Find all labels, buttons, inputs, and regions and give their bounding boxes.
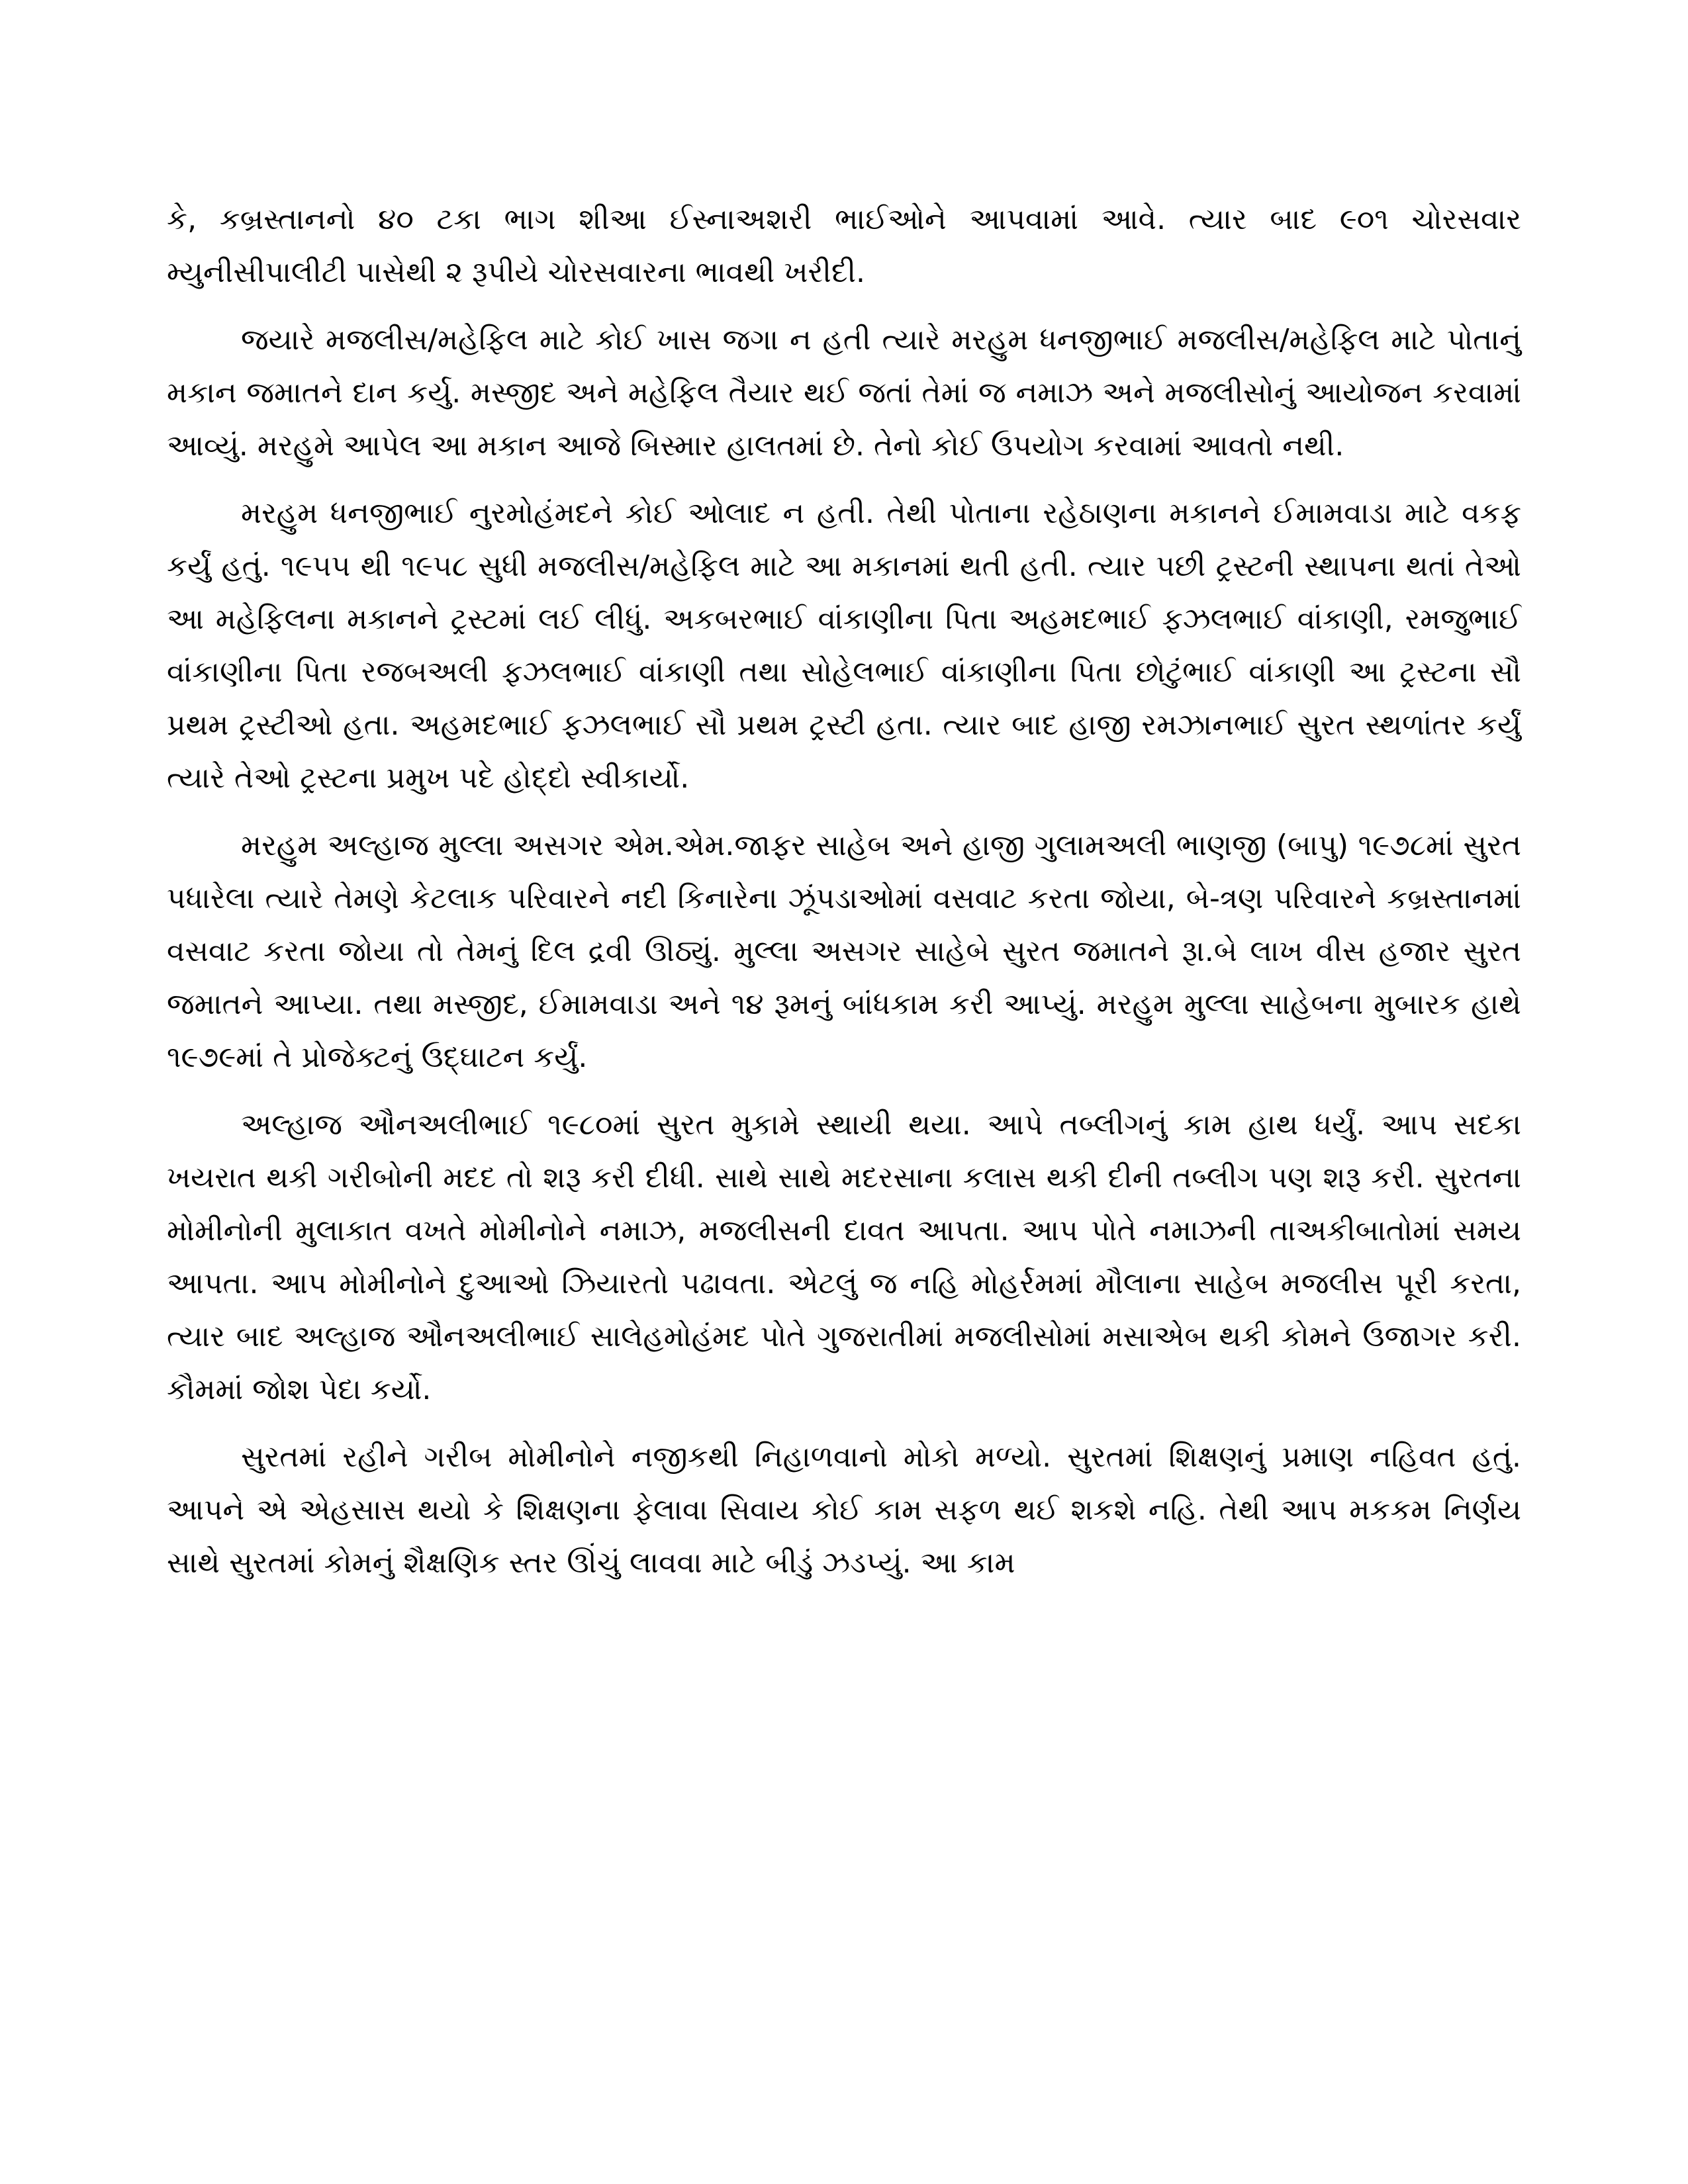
paragraph-6: સુરતમાં રહીને ગરીબ મોમીનોને નજીકથી નિહાળવાનો મોકો મળ્યો. સુરતમાં શિક્ષણનું પ્રમાણ નહિવત હતું. આપને એ એહસાસ થયો કે શિક્ષણના ફેલાવા સિવાય કોઈ કામ સફળ થઈ શકશે નહિ. તેથી આપ મકકમ નિર્ણય સાથે સુરતમાં કોમનું શૈક્ષણિક સ્તર ઊંચું લાવવા માટે બીડું ઝડપ્યું. આ કામ: [167, 1440, 1521, 1580]
paragraph-4: મરહુમ અલ્હાજ મુલ્લા અસગર એમ.એમ.જાફર સાહેબ અને હાજી ગુલામઅલી ભાણજી (બાપુ) ૧૯૭૮માં સુરત પધારેલા ત્યારે તેમણે કેટલાક પરિવારને નદી કિનારેના ઝૂંપડાઓમાં વસવાટ કરતા જોયા, બે-ત્રણ પરિવારને કબ્રસ્તાનમાં વસવાટ કરતા જોયા તો તેમનું દિલ દ્રવી ઊઠ્યું. મુલ્લા અસગર સાહેબે સુરત જમાતને રૂા.બે લાખ વીસ હજાર સુરત જમાતને આપ્યા. તથા મસ્જીદ, ઈમામવાડા અને ૧૪ રૂમનું બાંધકામ કરી આપ્યું. મરહુમ મુલ્લા સાહેબના મુબારક હાથે ૧૯૭૯માં તે પ્રોજેક્ટનું ઉદ્‌ઘાટન કર્યું.: [167, 829, 1521, 1074]
paragraph-1: કે, કબ્રસ્તાનનો ૪૦ ટકા ભાગ શીઆ ઈસ્નાઅશરી ભાઈઓને આપવામાં આવે. ત્યાર બાદ ૯૦૧ ચોરસવાર મ્યુનીસીપાલીટી પાસેથી ૨ રૂપીયે ચોરસવારના ભાવથી ખરીદી.: [167, 203, 1521, 289]
paragraph-5: અલ્હાજ ઔનઅલીભાઈ ૧૯૮૦માં સુરત મુકામે સ્થાયી થયા. આપે તબ્લીગનું કામ હાથ ધર્યું. આપ સદકા ખયરાત થકી ગરીબોની મદદ તો શરૂ કરી દીધી. સાથે સાથે મદરસાના કલાસ થકી દીની તબ્લીગ પણ શરૂ કરી. સુરતના મોમીનોની મુલાકાત વખતે મોમીનોને નમાઝ, મજલીસની દાવત આપતા. આપ પોતે નમાઝની તાઅકીબાતોમાં સમય આપતા. આપ મોમીનોને દુઆઓ ઝિયારતો પઢાવતા. એટલું જ નહિ મોહર્રમમાં મૌલાના સાહેબ મજલીસ પૂરી કરતા, ત્યાર બાદ અલ્હાજ ઔનઅલીભાઈ સાલેહમોહંમદ પોતે ગુજરાતીમાં મજલીસોમાં મસાએબ થકી કોમને ઉજાગર કરી. કૌમમાં જોશ પેદા કર્યો.: [167, 1108, 1521, 1406]
document-page: [167, 193, 1521, 1604]
paragraph-3: મરહુમ ધનજીભાઈ નુરમોહંમદને કોઈ ઓલાદ ન હતી. તેથી પોતાના રહેઠાણના મકાનને ઈમામવાડા માટે વકફ કર્યું હતું. ૧૯૫૫ થી ૧૯૫૮ સુધી મજલીસ/મહેફિલ માટે આ મકાનમાં થતી હતી. ત્યાર પછી ટ્રસ્ટની સ્થાપના થતાં તેઓ આ મહેફિલના મકાનને ટ્રસ્ટમાં લઈ લીધું. અકબરભાઈ વાંકાણીના પિતા અહમદભાઈ ફઝલભાઈ વાંકાણી, રમજુભાઈ વાંકાણીના પિતા રજબઅલી ફઝલભાઈ વાંકાણી તથા સોહેલભાઈ વાંકાણીના પિતા છોટુંભાઈ વાંકાણી આ ટ્રસ્ટના સૌ પ્રથમ ટ્રસ્ટીઓ હતા. અહમદભાઈ ફઝલભાઈ સૌ પ્રથમ ટ્રસ્ટી હતા. ત્યાર બાદ હાજી રમઝાનભાઈ સુરત સ્થળાંતર કર્યું ત્યારે તેઓ ટ્રસ્ટના પ્રમુખ પદે હોદ્દો સ્વીકાર્યો.: [167, 496, 1521, 795]
paragraph-2: જયારે મજલીસ/મહેફિલ માટે કોઈ ખાસ જગા ન હતી ત્યારે મરહુમ ધનજીભાઈ મજલીસ/મહેફિલ માટે પોતાનું મકાન જમાતને દાન કર્યુ. મસ્જીદ અને મહેફિલ તૈયાર થઈ જતાં તેમાં જ નમાઝ અને મજલીસોનું આયોજન કરવામાં આવ્યું. મરહુમે આપેલ આ મકાન આજે બિસ્માર હાલતમાં છે. તેનો કોઈ ઉપયોગ કરવામાં આવતો નથી.: [167, 323, 1521, 463]
